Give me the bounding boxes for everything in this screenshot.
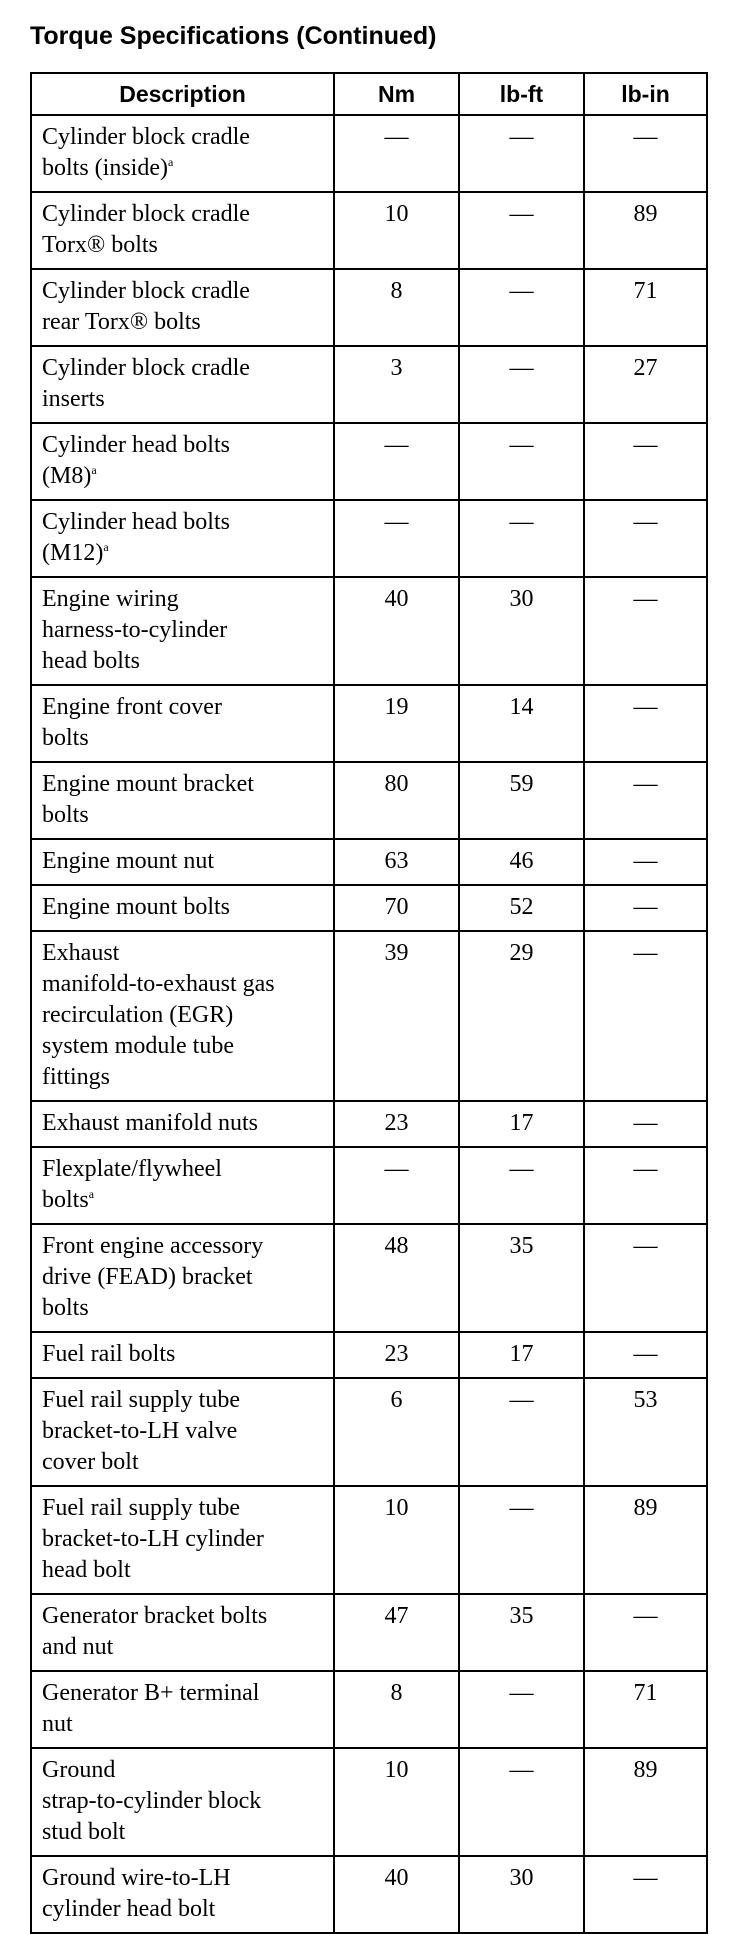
description-line: cover bolt	[42, 1449, 139, 1475]
description-line: Cylinder head bolts	[42, 432, 230, 458]
lb-ft-cell: 35	[459, 1594, 584, 1671]
description-line: bolts	[42, 1295, 89, 1321]
description-cell	[31, 839, 334, 885]
table-row	[31, 762, 707, 839]
nm-cell: 10	[334, 1748, 459, 1856]
table-row	[31, 1378, 707, 1486]
nm-cell: —	[334, 500, 459, 577]
description-line: Flexplate/flywheel	[42, 1156, 222, 1182]
nm-cell: 8	[334, 1671, 459, 1748]
description-line: head bolt	[42, 1557, 131, 1583]
nm-cell: 80	[334, 762, 459, 839]
description-line: drive (FEAD) bracket	[42, 1264, 253, 1290]
lb-ft-cell: —	[459, 115, 584, 192]
lb-ft-cell: 35	[459, 1224, 584, 1332]
nm-cell: 10	[334, 1486, 459, 1594]
lb-ft-cell: 59	[459, 762, 584, 839]
table-row	[31, 577, 707, 685]
lb-in-cell: —	[584, 931, 707, 1101]
lb-ft-cell: —	[459, 1671, 584, 1748]
lb-ft-cell: —	[459, 1147, 584, 1224]
lb-ft-cell: —	[459, 269, 584, 346]
description-line: Exhaust manifold nuts	[42, 1110, 258, 1136]
lb-ft-cell: —	[459, 1748, 584, 1856]
description-line: nut	[42, 1711, 73, 1737]
lb-ft-cell: —	[459, 500, 584, 577]
lb-ft-cell: 52	[459, 885, 584, 931]
description-line: head bolts	[42, 648, 140, 674]
table-row	[31, 931, 707, 1101]
column-header-nm: Nm	[334, 73, 459, 115]
description-cell	[31, 192, 334, 269]
lb-in-cell: —	[584, 762, 707, 839]
description-line: recirculation (EGR)	[42, 1002, 234, 1028]
lb-in-cell: —	[584, 1147, 707, 1224]
description-line: inserts	[42, 386, 105, 412]
description-line: Generator bracket bolts	[42, 1603, 268, 1629]
description-line: Engine mount nut	[42, 848, 214, 874]
nm-cell: 48	[334, 1224, 459, 1332]
table-row	[31, 1101, 707, 1147]
description-line: stud bolt	[42, 1819, 126, 1845]
description-line: harness-to-cylinder	[42, 617, 228, 643]
description-cell	[31, 269, 334, 346]
lb-in-cell: —	[584, 685, 707, 762]
table-row	[31, 1486, 707, 1594]
description-line: Cylinder head bolts	[42, 509, 230, 535]
page-title: Torque Specifications (Continued)	[30, 22, 437, 50]
description-line: Engine mount bolts	[42, 894, 230, 920]
lb-in-cell: 89	[584, 192, 707, 269]
nm-cell: 8	[334, 269, 459, 346]
lb-in-cell: —	[584, 423, 707, 500]
nm-cell: 40	[334, 1856, 459, 1933]
lb-ft-cell: 14	[459, 685, 584, 762]
description-line: Torx® bolts	[42, 232, 158, 258]
description-line: Cylinder block cradle	[42, 201, 250, 227]
description-line: bolts	[42, 802, 89, 828]
description-line: Fuel rail supply tube	[42, 1387, 240, 1413]
lb-ft-cell: —	[459, 1378, 584, 1486]
table-row	[31, 839, 707, 885]
description-cell	[31, 577, 334, 685]
nm-cell: 39	[334, 931, 459, 1101]
table-row	[31, 1856, 707, 1933]
description-line: fittings	[42, 1064, 111, 1090]
description-cell	[31, 346, 334, 423]
lb-ft-cell: —	[459, 423, 584, 500]
column-header-description: Description	[31, 73, 334, 115]
lb-in-cell: —	[584, 1224, 707, 1332]
table-header-row	[31, 73, 707, 115]
description-line: bolts$^a$	[42, 1187, 95, 1213]
table-body	[31, 115, 707, 1933]
column-header-lb-in: lb-in	[584, 73, 707, 115]
nm-cell: —	[334, 115, 459, 192]
table-row	[31, 192, 707, 269]
nm-cell: 40	[334, 577, 459, 685]
column-header-lb-ft: lb-ft	[459, 73, 584, 115]
description-cell	[31, 1101, 334, 1147]
lb-in-cell: 71	[584, 1671, 707, 1748]
nm-cell: —	[334, 423, 459, 500]
lb-in-cell: 27	[584, 346, 707, 423]
description-line: Ground	[42, 1757, 116, 1783]
lb-ft-cell: 17	[459, 1332, 584, 1378]
nm-cell: 19	[334, 685, 459, 762]
table-row	[31, 1224, 707, 1332]
table-row	[31, 346, 707, 423]
table-row	[31, 685, 707, 762]
table-row	[31, 1671, 707, 1748]
description-line: bracket-to-LH valve	[42, 1418, 238, 1444]
description-line: Fuel rail bolts	[42, 1341, 176, 1367]
description-line: (M12)$^a$	[42, 540, 109, 566]
description-line: bolts	[42, 725, 89, 751]
lb-in-cell: 71	[584, 269, 707, 346]
description-line: bolts (inside)$^a$	[42, 155, 174, 181]
table-row	[31, 1332, 707, 1378]
description-line: and nut	[42, 1634, 114, 1660]
description-line: Cylinder block cradle	[42, 278, 250, 304]
table-row	[31, 1748, 707, 1856]
description-cell	[31, 500, 334, 577]
description-cell	[31, 1671, 334, 1748]
lb-ft-cell: —	[459, 346, 584, 423]
description-cell	[31, 1147, 334, 1224]
description-cell	[31, 1594, 334, 1671]
nm-cell: 23	[334, 1332, 459, 1378]
lb-in-cell: —	[584, 839, 707, 885]
description-line: Cylinder block cradle	[42, 355, 250, 381]
description-cell	[31, 115, 334, 192]
description-line: Fuel rail supply tube	[42, 1495, 240, 1521]
lb-ft-cell: 46	[459, 839, 584, 885]
description-line: Engine front cover	[42, 694, 222, 720]
lb-in-cell: 89	[584, 1486, 707, 1594]
table-row	[31, 885, 707, 931]
table-row	[31, 500, 707, 577]
nm-cell: 10	[334, 192, 459, 269]
lb-in-cell: —	[584, 1594, 707, 1671]
description-line: Front engine accessory	[42, 1233, 264, 1259]
nm-cell: 70	[334, 885, 459, 931]
footnote-marker: a	[91, 463, 97, 477]
nm-cell: 47	[334, 1594, 459, 1671]
table-row	[31, 423, 707, 500]
description-cell	[31, 1332, 334, 1378]
lb-in-cell: 53	[584, 1378, 707, 1486]
description-cell	[31, 423, 334, 500]
table-row	[31, 269, 707, 346]
table-row	[31, 1594, 707, 1671]
description-cell	[31, 885, 334, 931]
lb-ft-cell: —	[459, 1486, 584, 1594]
description-cell	[31, 762, 334, 839]
description-cell	[31, 1224, 334, 1332]
description-cell	[31, 1748, 334, 1856]
footnote-marker: a	[103, 540, 109, 554]
description-line: cylinder head bolt	[42, 1896, 216, 1922]
description-line: bracket-to-LH cylinder	[42, 1526, 264, 1552]
lb-in-cell: —	[584, 885, 707, 931]
description-cell	[31, 1486, 334, 1594]
lb-in-cell: —	[584, 500, 707, 577]
lb-ft-cell: —	[459, 192, 584, 269]
nm-cell: 3	[334, 346, 459, 423]
lb-ft-cell: 29	[459, 931, 584, 1101]
description-line: rear Torx® bolts	[42, 309, 201, 335]
nm-cell: 23	[334, 1101, 459, 1147]
description-cell	[31, 931, 334, 1101]
description-line: strap-to-cylinder block	[42, 1788, 262, 1814]
description-cell	[31, 685, 334, 762]
description-cell	[31, 1856, 334, 1933]
lb-in-cell: —	[584, 1332, 707, 1378]
description-line: Engine mount bracket	[42, 771, 254, 797]
description-line: system module tube	[42, 1033, 234, 1059]
torque-spec-table	[30, 72, 708, 1934]
nm-cell: 6	[334, 1378, 459, 1486]
lb-in-cell: 89	[584, 1748, 707, 1856]
description-line: Ground wire-to-LH	[42, 1865, 231, 1891]
description-line: Cylinder block cradle	[42, 124, 250, 150]
lb-in-cell: —	[584, 115, 707, 192]
description-cell	[31, 1378, 334, 1486]
footnote-marker: a	[88, 1187, 95, 1201]
footnote-marker: a	[168, 155, 174, 169]
lb-ft-cell: 30	[459, 577, 584, 685]
lb-ft-cell: 17	[459, 1101, 584, 1147]
table-row	[31, 115, 707, 192]
nm-cell: —	[334, 1147, 459, 1224]
lb-in-cell: —	[584, 577, 707, 685]
lb-in-cell: —	[584, 1101, 707, 1147]
description-line: (M8)$^a$	[42, 463, 97, 489]
description-line: Engine wiring	[42, 586, 179, 612]
description-line: Exhaust	[42, 940, 120, 966]
lb-ft-cell: 30	[459, 1856, 584, 1933]
description-line: manifold-to-exhaust gas	[42, 971, 275, 997]
lb-in-cell: —	[584, 1856, 707, 1933]
nm-cell: 63	[334, 839, 459, 885]
table-row	[31, 1147, 707, 1224]
description-line: Generator B+ terminal	[42, 1680, 260, 1706]
